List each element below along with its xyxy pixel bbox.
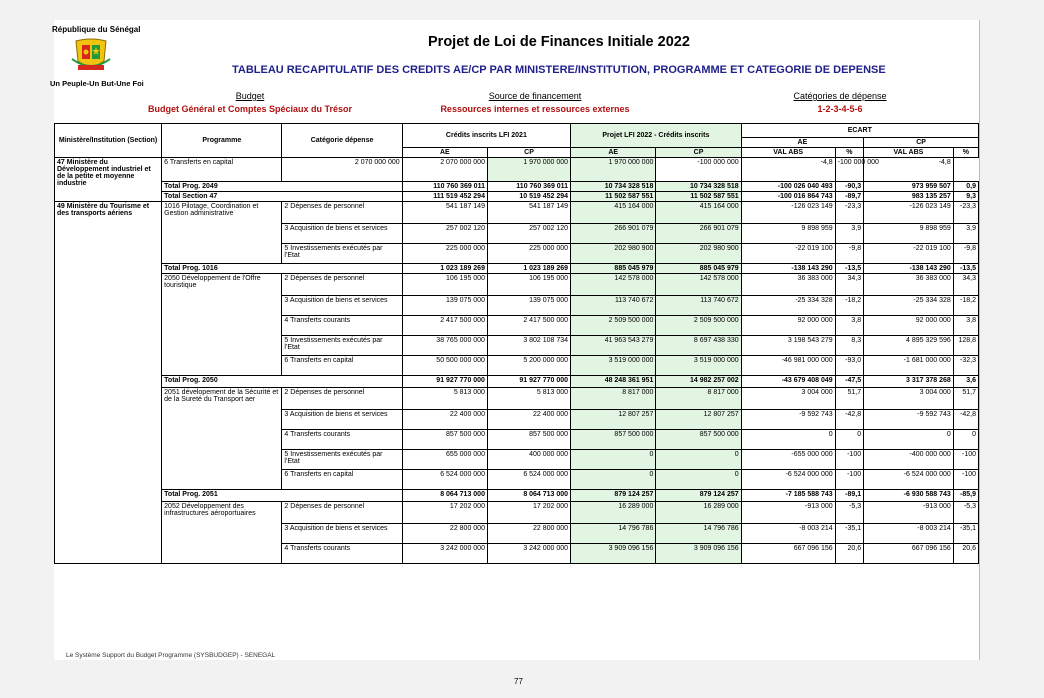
page-number: 77	[514, 677, 523, 686]
cell-categorie: 6 Transferts en capital	[282, 356, 402, 376]
cell-categorie: 5 Investissements exécutés par l'Etat	[282, 336, 402, 356]
cell-cp21: 8 064 713 000	[487, 490, 570, 502]
cell-cp22: 8 817 000	[656, 388, 741, 410]
cell-ae-abs: -25 334 328	[741, 296, 835, 316]
cell-cp-abs: -126 023 149	[864, 202, 954, 224]
cell-ae21: 22 400 000	[402, 410, 487, 430]
cell-ae22: 266 901 079	[571, 224, 656, 244]
cell-ae-abs: -100 000 000	[656, 158, 741, 182]
table-total-row	[55, 264, 979, 274]
cell-ae21: 38 765 000 000	[402, 336, 487, 356]
cell-ae-abs: -43 679 408 049	[741, 376, 835, 388]
cell-ae-pct: -42,8	[835, 410, 863, 430]
cell-cp-abs: 0	[864, 430, 954, 450]
cell-programme: 2051 dévelopement de la Sécurité et de la Sureté du Transport aer	[162, 388, 282, 490]
cell-cp-abs: 92 000 000	[864, 316, 954, 336]
cell-ae22: 0	[571, 450, 656, 470]
cell-ae22: 142 578 000	[571, 274, 656, 296]
cell-cp-pct: -18,2	[953, 296, 978, 316]
cell-ae-pct: -100	[835, 470, 863, 490]
cell-ae21: 22 800 000	[402, 524, 487, 544]
col-cp-2021: CP	[487, 148, 570, 158]
cell-total-label: Total Prog. 1016	[162, 264, 403, 274]
cell-ae-pct: -93,0	[835, 356, 863, 376]
cell-total-label: Total Section 47	[162, 192, 403, 202]
cell-ae22: 10 734 328 518	[571, 182, 656, 192]
cell-categorie: 5 Investissements exécutés par l'Etat	[282, 450, 402, 470]
cell-categorie: 3 Acquisition de biens et services	[282, 296, 402, 316]
cell-ae22: 885 045 979	[571, 264, 656, 274]
cell-cp-abs: 3 317 378 268	[864, 376, 954, 388]
senegal-crest-icon	[70, 37, 112, 73]
cell-cp21: 106 195 000	[487, 274, 570, 296]
cell-categorie: 4 Transferts courants	[282, 430, 402, 450]
cell-ae22: 41 963 543 279	[571, 336, 656, 356]
cell-cp22: 0	[656, 450, 741, 470]
cell-cp-abs: -8 003 214	[864, 524, 954, 544]
national-motto: Un Peuple-Un But-Une Foi	[50, 79, 144, 88]
cell-ae21: 257 002 120	[402, 224, 487, 244]
cell-cp22: 879 124 257	[656, 490, 741, 502]
cell-cp22: 3 909 096 156	[656, 544, 741, 564]
cell-ae-abs: 36 383 000	[741, 274, 835, 296]
col-programme: Programme	[162, 124, 282, 158]
cell-ae21: 1 023 189 269	[402, 264, 487, 274]
cell-cp-pct: -100	[953, 470, 978, 490]
cell-cp22: 857 500 000	[656, 430, 741, 450]
table-row	[55, 388, 979, 410]
cell-ae22: 14 796 786	[571, 524, 656, 544]
cell-cp22: 12 807 257	[656, 410, 741, 430]
cell-cp21: 22 400 000	[487, 410, 570, 430]
cell-ae22: 113 740 672	[571, 296, 656, 316]
cell-ae-abs: -8 003 214	[741, 524, 835, 544]
cell-ae22: 8 817 000	[571, 388, 656, 410]
cell-cp22: 16 289 000	[656, 502, 741, 524]
cell-cp21: 1 023 189 269	[487, 264, 570, 274]
cell-programme: 2050 Développement de l'Offre touristique	[162, 274, 282, 376]
cell-ae-pct: -18,2	[835, 296, 863, 316]
cell-cp-abs: 9 898 959	[864, 224, 954, 244]
cell-cp-pct: 3,9	[953, 224, 978, 244]
cell-ae-pct: -13,5	[835, 264, 863, 274]
col-ae-2022: AE	[571, 148, 656, 158]
col-lfi-2021: Crédits inscrits LFI 2021	[402, 124, 570, 148]
cell-cp21: 22 800 000	[487, 524, 570, 544]
cell-cp-pct: -32,3	[953, 356, 978, 376]
cell-categorie: 2 Dépenses de personnel	[282, 202, 402, 224]
table-subtitle: TABLEAU RECAPITULATIF DES CREDITS AE/CP PAR MINISTERE/INSTITUTION, PROGRAMME ET CATEGORIE DE DEPENSE	[232, 64, 886, 76]
cell-ae-pct: 3,9	[835, 224, 863, 244]
cell-cp21: 5 813 000	[487, 388, 570, 410]
cell-cp-pct: -85,9	[953, 490, 978, 502]
cell-cp21: 10 519 452 294	[487, 192, 570, 202]
cell-ae21: 541 187 149	[402, 202, 487, 224]
table-total-row	[55, 192, 979, 202]
cell-cp-pct: 128,8	[953, 336, 978, 356]
cell-categorie: 3 Acquisition de biens et services	[282, 410, 402, 430]
cell-ae-abs: -655 000 000	[741, 450, 835, 470]
col-cp-pct: %	[953, 148, 978, 158]
cell-ae21: 17 202 000	[402, 502, 487, 524]
cell-cp-abs: 4 895 329 596	[864, 336, 954, 356]
cell-ae21: 111 519 452 294	[402, 192, 487, 202]
cell-ae-abs: -913 000	[741, 502, 835, 524]
table-row	[55, 158, 979, 182]
cell-cp-pct: 51,7	[953, 388, 978, 410]
cell-cp-pct: 0	[953, 430, 978, 450]
footer-text: Le Système Support du Budget Programme (SYSBUDGEP) - SENEGAL	[66, 652, 276, 659]
cell-ae-abs: 667 096 156	[741, 544, 835, 564]
cell-ae-abs: -9 592 743	[741, 410, 835, 430]
cell-ae21: 2 417 500 000	[402, 316, 487, 336]
cell-cp22: 14 796 786	[656, 524, 741, 544]
cell-categorie: 3 Acquisition de biens et services	[282, 224, 402, 244]
cell-cp-pct: -5,3	[953, 502, 978, 524]
cell-ae-abs: -126 023 149	[741, 202, 835, 224]
table-row	[55, 202, 979, 224]
cell-cp-abs: -400 000 000	[864, 450, 954, 470]
cell-cp-abs: -1 681 000 000	[864, 356, 954, 376]
cell-cp-pct: 3,8	[953, 316, 978, 336]
credits-table	[54, 123, 979, 564]
cell-ae-abs: -7 185 588 743	[741, 490, 835, 502]
cell-cp-pct: 34,3	[953, 274, 978, 296]
cell-ae21: 91 927 770 000	[402, 376, 487, 388]
page-title: Projet de Loi de Finances Initiale 2022	[428, 34, 690, 50]
republic-name: République du Sénégal	[52, 25, 141, 34]
col-ministere: Ministère/Institution (Section)	[55, 124, 162, 158]
cell-ae22: 11 502 587 551	[571, 192, 656, 202]
cell-categorie: 4 Transferts courants	[282, 544, 402, 564]
cell-ae21: 106 195 000	[402, 274, 487, 296]
cell-ae22: 857 500 000	[571, 430, 656, 450]
cell-ae-pct: -4,8	[741, 158, 835, 182]
funding-source-label: Source de financement	[488, 91, 582, 101]
cell-cp21: 91 927 770 000	[487, 376, 570, 388]
cell-ae-abs: -6 524 000 000	[741, 470, 835, 490]
cell-ae-abs: -100 016 864 743	[741, 192, 835, 202]
cell-ae21: 225 000 000	[402, 244, 487, 264]
cell-ae-pct: 20,6	[835, 544, 863, 564]
cell-categorie: 3 Acquisition de biens et services	[282, 524, 402, 544]
cell-ae-pct: -47,5	[835, 376, 863, 388]
cell-cp-abs: 973 959 507	[864, 182, 954, 192]
cell-ae-abs: -100 026 040 493	[741, 182, 835, 192]
budget-value: Budget Général et Comptes Spéciaux du Trésor	[147, 104, 353, 114]
col-plfi-2022: Projet LFI 2022 - Crédits inscrits	[571, 124, 742, 148]
cell-ae-pct: -89,1	[835, 490, 863, 502]
cell-ae21: 110 760 369 011	[402, 182, 487, 192]
cell-cp-abs: 36 383 000	[864, 274, 954, 296]
cell-categorie: 4 Transferts courants	[282, 316, 402, 336]
col-ecart: ECART	[741, 124, 978, 138]
cell-ae21: 139 075 000	[402, 296, 487, 316]
categories-label: Catégories de dépense	[793, 91, 887, 101]
cell-categorie: 2 Dépenses de personnel	[282, 274, 402, 296]
col-ecart-cp: CP	[864, 138, 979, 148]
cell-ae-pct: -35,1	[835, 524, 863, 544]
cell-cp-pct: 20,6	[953, 544, 978, 564]
cell-cp22: 885 045 979	[656, 264, 741, 274]
cell-cp22: 11 502 587 551	[656, 192, 741, 202]
cell-cp22: 10 734 328 518	[656, 182, 741, 192]
cell-ae-pct: 51,7	[835, 388, 863, 410]
cell-ae22: 2 509 500 000	[571, 316, 656, 336]
cell-ae-pct: 0	[835, 430, 863, 450]
cell-cp21: 400 000 000	[487, 450, 570, 470]
cell-ae-abs: 9 898 959	[741, 224, 835, 244]
categories-value: 1-2-3-4-5-6	[817, 104, 863, 114]
cell-cp-abs: -6 930 588 743	[864, 490, 954, 502]
cell-cp-abs: -6 524 000 000	[864, 470, 954, 490]
cell-cp21: 5 200 000 000	[487, 356, 570, 376]
cell-ae21: 6 524 000 000	[402, 470, 487, 490]
cell-ae21: 3 242 000 000	[402, 544, 487, 564]
cell-cp21: 3 242 000 000	[487, 544, 570, 564]
col-ae-2021: AE	[402, 148, 487, 158]
cell-cp-pct: -9,8	[953, 244, 978, 264]
cell-cp-abs: -25 334 328	[864, 296, 954, 316]
cell-cp22: 8 697 438 330	[656, 336, 741, 356]
cell-cp-abs: 667 096 156	[864, 544, 954, 564]
table-row	[55, 502, 979, 524]
cell-ae-abs: -46 981 000 000	[741, 356, 835, 376]
cell-cp21: 2 070 000 000	[402, 158, 487, 182]
cell-ae-pct: -23,3	[835, 202, 863, 224]
cell-ae-pct: -9,8	[835, 244, 863, 264]
cell-categorie: 6 Transferts en capital	[282, 470, 402, 490]
cell-cp-abs: -138 143 290	[864, 264, 954, 274]
cell-ae-abs: -138 143 290	[741, 264, 835, 274]
cell-ae-abs: 92 000 000	[741, 316, 835, 336]
cell-cp-pct: -13,5	[953, 264, 978, 274]
cell-ae22: 3 519 000 000	[571, 356, 656, 376]
col-ecart-ae: AE	[741, 138, 863, 148]
cell-cp-abs: 3 004 000	[864, 388, 954, 410]
cell-cp21: 17 202 000	[487, 502, 570, 524]
cell-cp21: 541 187 149	[487, 202, 570, 224]
cell-cp-abs: -100 000 000	[835, 158, 863, 182]
table-total-row	[55, 490, 979, 502]
cell-cp-abs: 983 135 257	[864, 192, 954, 202]
cell-ae21: 655 000 000	[402, 450, 487, 470]
cell-ae-abs: 0	[741, 430, 835, 450]
cell-ae21: 857 500 000	[402, 430, 487, 450]
cell-cp21: 139 075 000	[487, 296, 570, 316]
cell-categorie: 6 Transferts en capital	[162, 158, 282, 182]
cell-programme: 1016 Pilotage, Coordination et Gestion administrative	[162, 202, 282, 264]
cell-ministere: 49 Ministère du Tourisme et des transports aériens	[55, 202, 162, 564]
cell-cp21: 3 802 108 734	[487, 336, 570, 356]
cell-ae-pct: -5,3	[835, 502, 863, 524]
cell-ae-pct: -90,3	[835, 182, 863, 192]
cell-ae22: 3 909 096 156	[571, 544, 656, 564]
cell-cp21: 857 500 000	[487, 430, 570, 450]
cell-ae21: 8 064 713 000	[402, 490, 487, 502]
funding-source-value: Ressources internes et ressources externes	[440, 104, 630, 114]
cell-cp22: 113 740 672	[656, 296, 741, 316]
cell-cp-pct: -42,8	[953, 410, 978, 430]
cell-cp21: 6 524 000 000	[487, 470, 570, 490]
cell-ae-abs: 3 004 000	[741, 388, 835, 410]
table-total-row	[55, 376, 979, 388]
cell-cp22: 3 519 000 000	[656, 356, 741, 376]
cell-categorie: 5 Investissements exécutés par l'Etat	[282, 244, 402, 264]
cell-ae-pct: -89,7	[835, 192, 863, 202]
cell-programme: 2052 Développement des infrastructures aéroportuaires	[162, 502, 282, 564]
cell-ae-pct: 34,3	[835, 274, 863, 296]
col-categorie: Catégorie dépense	[282, 124, 402, 158]
cell-total-label: Total Prog. 2049	[162, 182, 403, 192]
cell-total-label: Total Prog. 2051	[162, 490, 403, 502]
cell-cp-abs: -22 019 100	[864, 244, 954, 264]
cell-cp22: 1 970 000 000	[571, 158, 656, 182]
cell-ae22: 48 248 361 951	[571, 376, 656, 388]
cell-ae22: 202 980 900	[571, 244, 656, 264]
cell-ae22: 1 970 000 000	[487, 158, 570, 182]
cell-cp21: 257 002 120	[487, 224, 570, 244]
cell-cp22: 142 578 000	[656, 274, 741, 296]
cell-cp22: 266 901 079	[656, 224, 741, 244]
cell-ae-pct: -100	[835, 450, 863, 470]
cell-cp22: 415 164 000	[656, 202, 741, 224]
cell-categorie: 2 Dépenses de personnel	[282, 388, 402, 410]
cell-ae21: 5 813 000	[402, 388, 487, 410]
cell-ae22: 415 164 000	[571, 202, 656, 224]
cell-ae22: 879 124 257	[571, 490, 656, 502]
cell-ae-pct: 8,3	[835, 336, 863, 356]
cell-ae-pct: 3,8	[835, 316, 863, 336]
budget-label: Budget	[235, 91, 265, 101]
cell-ae22: 16 289 000	[571, 502, 656, 524]
cell-cp-abs: -9 592 743	[864, 410, 954, 430]
cell-cp22: 14 982 257 002	[656, 376, 741, 388]
cell-ae21: 50 500 000 000	[402, 356, 487, 376]
cell-cp21: 225 000 000	[487, 244, 570, 264]
cell-cp22: 2 509 500 000	[656, 316, 741, 336]
cell-total-label: Total Prog. 2050	[162, 376, 403, 388]
col-cp-2022: CP	[656, 148, 741, 158]
cell-cp22: 202 980 900	[656, 244, 741, 264]
cell-cp-pct: 0,9	[953, 182, 978, 192]
table-row	[55, 274, 979, 296]
cell-categorie: 2 Dépenses de personnel	[282, 502, 402, 524]
col-cp-val-abs: VAL ABS	[864, 148, 954, 158]
cell-cp-pct: 3,6	[953, 376, 978, 388]
cell-cp21: 2 417 500 000	[487, 316, 570, 336]
cell-ae-abs: -22 019 100	[741, 244, 835, 264]
cell-cp-pct: -4,8	[864, 158, 954, 182]
cell-ae-abs: 3 198 543 279	[741, 336, 835, 356]
col-ae-val-abs: VAL ABS	[741, 148, 835, 158]
table-total-row	[55, 182, 979, 192]
col-ae-pct: %	[835, 148, 863, 158]
cell-ministere: 47 Ministère du Développement industriel et de la petite et moyenne industrie	[55, 158, 162, 202]
cell-cp-pct: -35,1	[953, 524, 978, 544]
cell-cp-abs: -913 000	[864, 502, 954, 524]
cell-cp-pct: 9,3	[953, 192, 978, 202]
cell-ae22: 12 807 257	[571, 410, 656, 430]
cell-cp21: 110 760 369 011	[487, 182, 570, 192]
cell-cp22: 0	[656, 470, 741, 490]
cell-ae21: 2 070 000 000	[282, 158, 402, 182]
cell-ae22: 0	[571, 470, 656, 490]
cell-cp-pct: -23,3	[953, 202, 978, 224]
cell-cp-pct: -100	[953, 450, 978, 470]
